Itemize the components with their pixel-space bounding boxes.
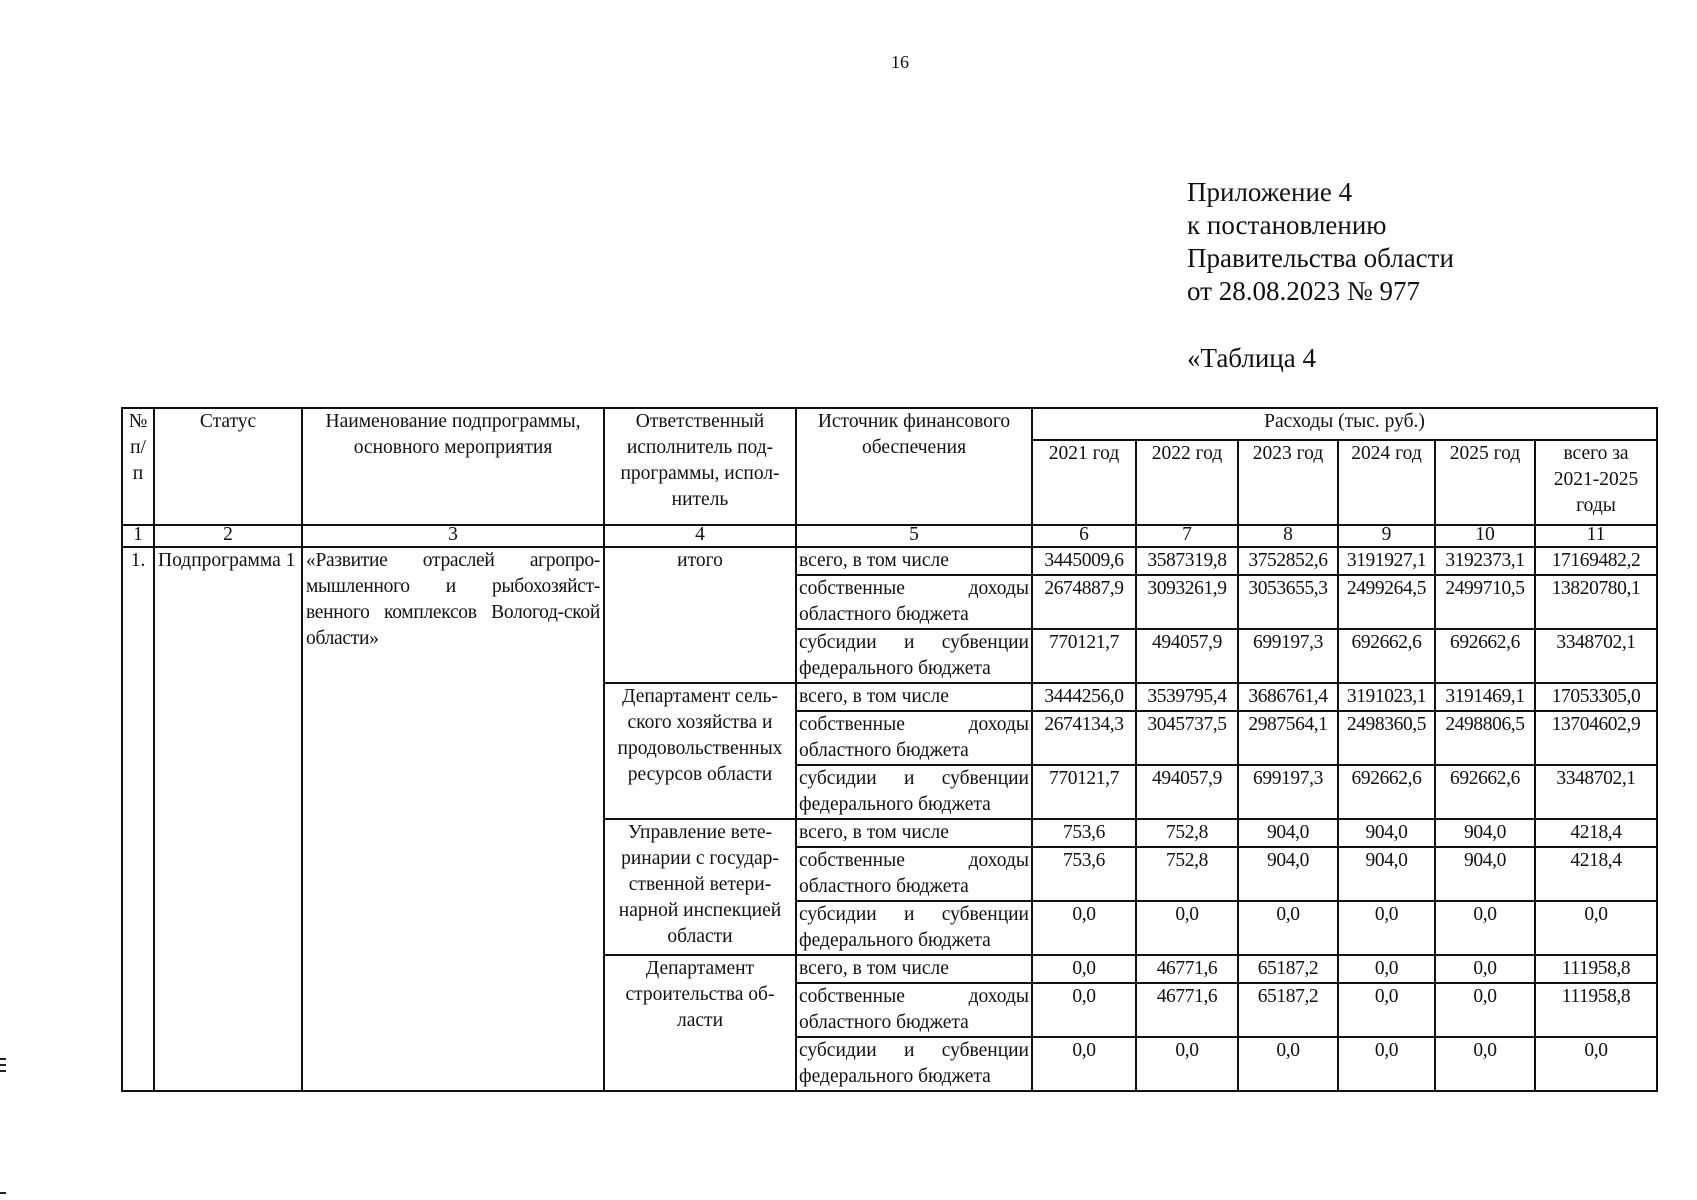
source-line: федерального бюджета [799,794,991,815]
header-source: Источник финансового обеспечения [796,408,1032,525]
margin-marks [0,1058,6,1198]
column-number: 3 [302,525,604,547]
column-number: 9 [1338,525,1435,547]
column-number: 10 [1435,525,1535,547]
source-own-budget [796,983,1032,1037]
value-cell: 904,0 [1238,819,1338,847]
value-cell: 4218,4 [1535,819,1657,847]
column-number: 8 [1238,525,1338,547]
column-number: 5 [796,525,1032,547]
value-cell: 904,0 [1435,847,1535,901]
value-cell: 0,0 [1435,955,1535,983]
source-line: собственные доходы [799,850,1029,871]
value-cell: 0,0 [1136,1037,1238,1091]
source-line: областного бюджета [799,1012,969,1033]
value-cell: 752,8 [1136,819,1238,847]
value-cell: 2498360,5 [1338,711,1435,765]
header-year: 2025 год [1435,440,1535,525]
item-number: 1. [122,547,154,1091]
value-cell: 0,0 [1032,955,1136,983]
value-cell: 111958,8 [1535,955,1657,983]
value-cell: 752,8 [1136,847,1238,901]
value-cell: 3348702,1 [1535,765,1657,819]
executor-cell: итого [604,547,796,683]
header-year: 2021 год [1032,440,1136,525]
appendix-heading [1187,176,1454,308]
header-year: 2022 год [1136,440,1238,525]
appendix-line: Правительства области [1187,243,1454,273]
header-executor: Ответственный исполнитель под-программы, испол-нитель [604,408,796,525]
value-cell: 0,0 [1136,901,1238,955]
table-caption: «Таблица 4 [1187,343,1316,373]
source-line: субсидии и субвенции [799,768,1029,789]
value-cell: 46771,6 [1136,983,1238,1037]
value-cell: 3587319,8 [1136,547,1238,575]
column-number: 11 [1535,525,1657,547]
source-federal [796,1037,1032,1091]
item-name: «Развитие отраслей агропро-мышленного и рыбохозяйст-венного комплексов Вологод-ской области» [302,547,604,1091]
value-cell: 65187,2 [1238,983,1338,1037]
source-total: всего, в том числе [796,547,1032,575]
value-cell: 2674134,3 [1032,711,1136,765]
header-year: 2023 год [1238,440,1338,525]
value-cell: 3191023,1 [1338,683,1435,711]
value-cell: 0,0 [1338,983,1435,1037]
source-total: всего, в том числе [796,683,1032,711]
value-cell: 13820780,1 [1535,575,1657,629]
value-cell: 753,6 [1032,819,1136,847]
appendix-line: Приложение 4 [1187,177,1353,207]
header-status: Статус [154,408,302,525]
value-cell: 494057,9 [1136,765,1238,819]
value-cell: 0,0 [1032,901,1136,955]
column-number: 7 [1136,525,1238,547]
value-cell: 3686761,4 [1238,683,1338,711]
value-cell: 699197,3 [1238,629,1338,683]
column-number: 4 [604,525,796,547]
value-cell: 0,0 [1238,901,1338,955]
source-line: собственные доходы [799,714,1029,735]
value-cell: 3752852,6 [1238,547,1338,575]
header-year: 2024 год [1338,440,1435,525]
value-cell: 0,0 [1338,1037,1435,1091]
value-cell: 46771,6 [1136,955,1238,983]
source-total: всего, в том числе [796,955,1032,983]
source-line: федерального бюджета [799,658,991,679]
source-federal [796,629,1032,683]
value-cell: 2499710,5 [1435,575,1535,629]
value-cell: 2987564,1 [1238,711,1338,765]
source-line: областного бюджета [799,876,969,897]
value-cell: 0,0 [1032,1037,1136,1091]
header-total: всего за 2021-2025 годы [1535,440,1657,525]
appendix-line: к постановлению [1187,210,1387,240]
executor-cell: Департамент строительства об-ласти [604,955,796,1091]
value-cell: 0,0 [1435,901,1535,955]
value-cell: 770121,7 [1032,765,1136,819]
value-cell: 3045737,5 [1136,711,1238,765]
value-cell: 0,0 [1535,901,1657,955]
source-line: областного бюджета [799,604,969,625]
source-line: собственные доходы [799,578,1029,599]
source-own-budget [796,711,1032,765]
value-cell: 699197,3 [1238,765,1338,819]
value-cell: 770121,7 [1032,629,1136,683]
value-cell: 13704602,9 [1535,711,1657,765]
value-cell: 17169482,2 [1535,547,1657,575]
column-number: 1 [122,525,154,547]
value-cell: 3539795,4 [1136,683,1238,711]
appendix-line: от 28.08.2023 № 977 [1187,276,1420,306]
value-cell: 904,0 [1435,819,1535,847]
value-cell: 692662,6 [1338,629,1435,683]
value-cell: 494057,9 [1136,629,1238,683]
source-line: федерального бюджета [799,1066,991,1087]
source-line: субсидии и субвенции [799,1040,1029,1061]
value-cell: 692662,6 [1435,629,1535,683]
source-line: субсидии и субвенции [799,632,1029,653]
source-own-budget [796,847,1032,901]
value-cell: 0,0 [1032,983,1136,1037]
value-cell: 3192373,1 [1435,547,1535,575]
value-cell: 904,0 [1338,819,1435,847]
value-cell: 111958,8 [1535,983,1657,1037]
source-own-budget [796,575,1032,629]
value-cell: 2499264,5 [1338,575,1435,629]
value-cell: 2674887,9 [1032,575,1136,629]
page-number: 16 [891,52,909,72]
value-cell: 0,0 [1338,955,1435,983]
source-federal [796,765,1032,819]
value-cell: 692662,6 [1338,765,1435,819]
item-status: Подпрограмма 1 [154,547,302,1091]
value-cell: 0,0 [1238,1037,1338,1091]
source-federal [796,901,1032,955]
header-name: Наименование подпрограммы, основного мероприятия [302,408,604,525]
value-cell: 2498806,5 [1435,711,1535,765]
value-cell: 3445009,6 [1032,547,1136,575]
value-cell: 3093261,9 [1136,575,1238,629]
executor-cell: Управление вете-ринарии с государ-ственной ветери-нарной инспекцией области [604,819,796,955]
value-cell: 3444256,0 [1032,683,1136,711]
value-cell: 17053305,0 [1535,683,1657,711]
value-cell: 65187,2 [1238,955,1338,983]
value-cell: 753,6 [1032,847,1136,901]
value-cell: 3348702,1 [1535,629,1657,683]
header-expenses: Расходы (тыс. руб.) [1032,408,1657,440]
budget-table [121,407,1658,1092]
value-cell: 4218,4 [1535,847,1657,901]
value-cell: 692662,6 [1435,765,1535,819]
value-cell: 3053655,3 [1238,575,1338,629]
value-cell: 3191927,1 [1338,547,1435,575]
source-total: всего, в том числе [796,819,1032,847]
value-cell: 0,0 [1435,983,1535,1037]
value-cell: 904,0 [1238,847,1338,901]
value-cell: 0,0 [1338,901,1435,955]
header-num: № п/п [122,408,154,525]
source-line: областного бюджета [799,740,969,761]
source-line: субсидии и субвенции [799,904,1029,925]
executor-cell: Департамент сель-ского хозяйства и продовольственных ресурсов области [604,683,796,819]
column-number: 2 [154,525,302,547]
source-line: федерального бюджета [799,930,991,951]
value-cell: 3191469,1 [1435,683,1535,711]
column-number: 6 [1032,525,1136,547]
value-cell: 904,0 [1338,847,1435,901]
value-cell: 0,0 [1535,1037,1657,1091]
source-line: собственные доходы [799,986,1029,1007]
value-cell: 0,0 [1435,1037,1535,1091]
